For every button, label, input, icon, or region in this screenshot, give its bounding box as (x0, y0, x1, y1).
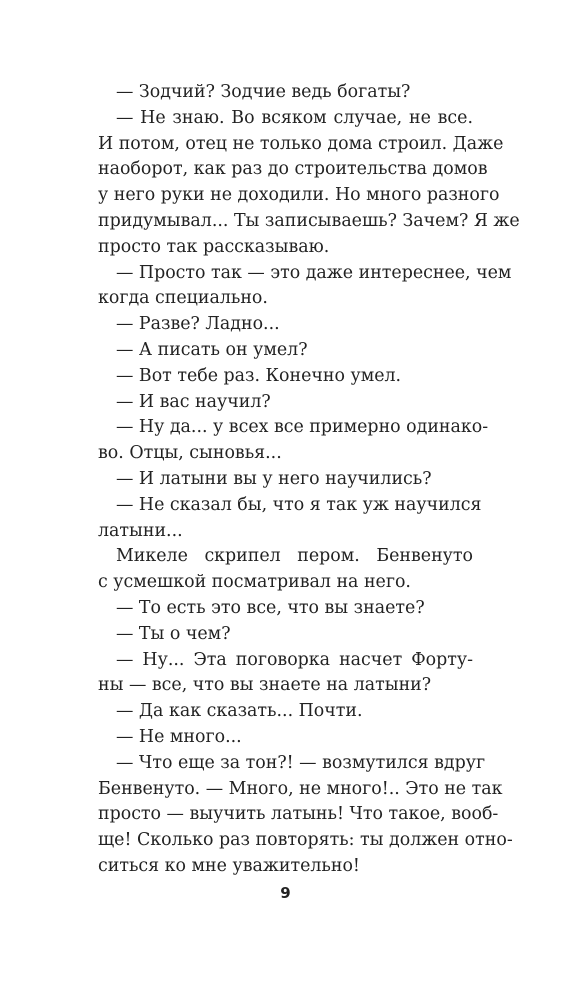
text-line-10: — Разве? Ладно... (116, 314, 280, 335)
text-line-6: придумывал... Ты записываешь? Зачем? Я же (98, 210, 520, 231)
text-line-27: — Что еще за тон?! — возмутился вдруг (116, 752, 486, 773)
text-line-31: ситься ко мне уважительно! (98, 855, 360, 876)
text-line-19: Микеле скрипел пером. Бенвенуто (116, 546, 473, 567)
text-line-26: — Не много... (116, 726, 242, 747)
text-line-14: — Ну да... у всех все примерно одинако- (116, 417, 489, 438)
text-line-13: — И вас научил? (116, 391, 271, 412)
text-line-8: — Просто так — это даже интереснее, чем (116, 262, 512, 283)
text-line-23: — Ну... Эта поговорка насчет Форту- (116, 649, 473, 670)
text-line-7: просто так рассказываю. (98, 236, 330, 257)
text-line-12: — Вот тебе раз. Конечно умел. (116, 365, 402, 386)
text-line-16: — И латыни вы у него научились? (116, 468, 432, 489)
text-line-15: во. Отцы, сыновья... (98, 443, 282, 464)
text-line-2: — Не знаю. Во всяком случае, не все. (116, 107, 473, 128)
text-line-30: ще! Сколько раз повторять: ты должен отно- (98, 830, 513, 851)
text-line-28: Бенвенуто. — Много, не много!.. Это не так (98, 778, 503, 799)
text-line-18: латыни... (98, 520, 183, 541)
text-line-9: когда специально. (98, 288, 268, 309)
text-line-3: И потом, отец не только дома строил. Даже (98, 133, 504, 154)
text-line-24: ны — все, что вы знаете на латыни? (98, 675, 432, 696)
text-line-4: наоборот, как раз до строительства домов (98, 159, 488, 180)
text-line-17: — Не сказал бы, что я так уж научился (116, 494, 482, 515)
text-line-20: с усмешкой посматривал на него. (98, 572, 411, 593)
text-line-25: — Да как сказать... Почти. (116, 701, 363, 722)
text-line-1: — Зодчий? Зодчие ведь богаты? (116, 82, 411, 102)
page-text (98, 80, 520, 880)
text-line-29: просто — выучить латынь! Что такое, вооб- (98, 804, 499, 825)
page-number: 9 (280, 884, 291, 902)
text-line-21: — То есть это все, что вы знаете? (116, 597, 425, 618)
text-line-11: — А писать он умел? (116, 339, 308, 360)
text-line-22: — Ты о чем? (116, 623, 231, 644)
text-line-5: у него руки не доходили. Но много разного (98, 185, 500, 206)
